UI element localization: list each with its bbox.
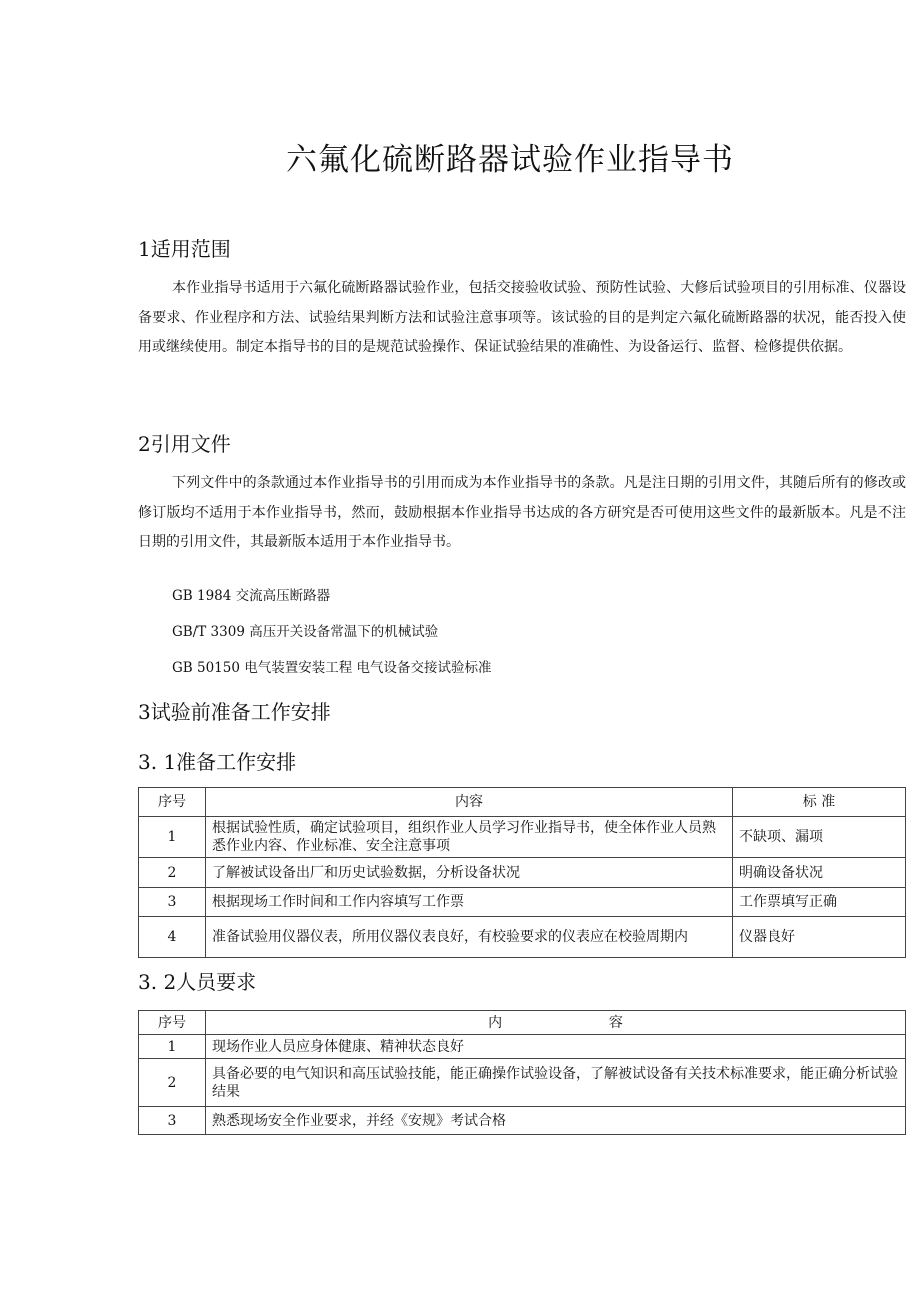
cell-content: 准备试验用仪器仪表，所用仪器仪表良好，有校验要求的仪表应在校验周期内 [206,917,733,958]
col-header-no: 序号 [139,788,206,817]
reference-item: GB/T 3309 高压开关设备常温下的机械试验 [172,624,439,640]
document-title: 六氟化硫断路器试验作业指导书 [286,142,734,178]
section-3-1-heading: 3. 1准备工作安排 [138,750,297,774]
section-3-2-heading: 3. 2人员要求 [138,970,257,994]
cell-content: 了解被试设备出厂和历史试验数据，分析设备状况 [206,858,733,888]
cell-content: 具备必要的电气知识和高压试验技能，能正确操作试验设备，了解被试设备有关技术标准要求，能正确分析试验结果 [206,1059,906,1107]
cell-no: 3 [139,888,206,917]
table-row [139,1107,906,1135]
table-row [139,888,906,917]
section-3-heading: 3试验前准备工作安排 [138,700,331,724]
cell-no: 2 [139,858,206,888]
table-row [139,817,906,858]
reference-item: GB 1984 交流高压断路器 [172,588,331,604]
cell-content: 现场作业人员应身体健康、精神状态良好 [206,1035,906,1059]
reference-item: GB 50150 电气装置安装工程 电气设备交接试验标准 [172,660,492,676]
table-row [139,1035,906,1059]
personnel-table [138,1010,906,1135]
cell-no: 1 [139,1035,206,1059]
cell-content: 熟悉现场安全作业要求，并经《安规》考试合格 [206,1107,906,1135]
section-2-heading: 2引用文件 [138,432,231,456]
cell-no: 4 [139,917,206,958]
section-2-body: 下列文件中的条款通过本作业指导书的引用而成为本作业指导书的条款。凡是注日期的引用文件，其随后所有的修改或修订版均不适用于本作业指导书，然而，鼓励根据本作业指导书达成的各方研究是否可使用这些文件的最新版本。凡是不注日期的引用文件，其最新版本适用于本作业指导书。 [138,475,906,550]
section-1-body: 本作业指导书适用于六氟化硫断路器试验作业，包括交接验收试验、预防性试验、大修后试验项目的引用标准、仪器设备要求、作业程序和方法、试验结果判断方法和试验注意事项等。该试验的目的是判定六氟化硫断路器的状况，能否投入使用或继续使用。制定本指导书的目的是规范试验操作、保证试验结果的准确性、为设备运行、监督、检修提供依据。 [138,280,906,355]
col-header-no: 序号 [139,1011,206,1035]
table-header-row [139,788,906,817]
table-header-row [139,1011,906,1035]
section-1-heading: 1适用范围 [138,237,231,261]
cell-standard: 明确设备状况 [733,858,906,888]
cell-content: 根据现场工作时间和工作内容填写工作票 [206,888,733,917]
col-header-content: 内容 [206,788,733,817]
preparation-table [138,787,906,958]
cell-standard: 工作票填写正确 [733,888,906,917]
cell-standard: 不缺项、漏项 [733,817,906,858]
cell-content: 根据试验性质，确定试验项目，组织作业人员学习作业指导书，使全体作业人员熟悉作业内容、作业标准、安全注意事项 [206,817,733,858]
cell-no: 1 [139,817,206,858]
cell-standard: 仪器良好 [733,917,906,958]
table-row [139,858,906,888]
table-row [139,1059,906,1107]
cell-no: 2 [139,1059,206,1107]
cell-no: 3 [139,1107,206,1135]
table-row [139,917,906,958]
col-header-content: 内 容 [206,1011,906,1035]
col-header-standard: 标 准 [733,788,906,817]
